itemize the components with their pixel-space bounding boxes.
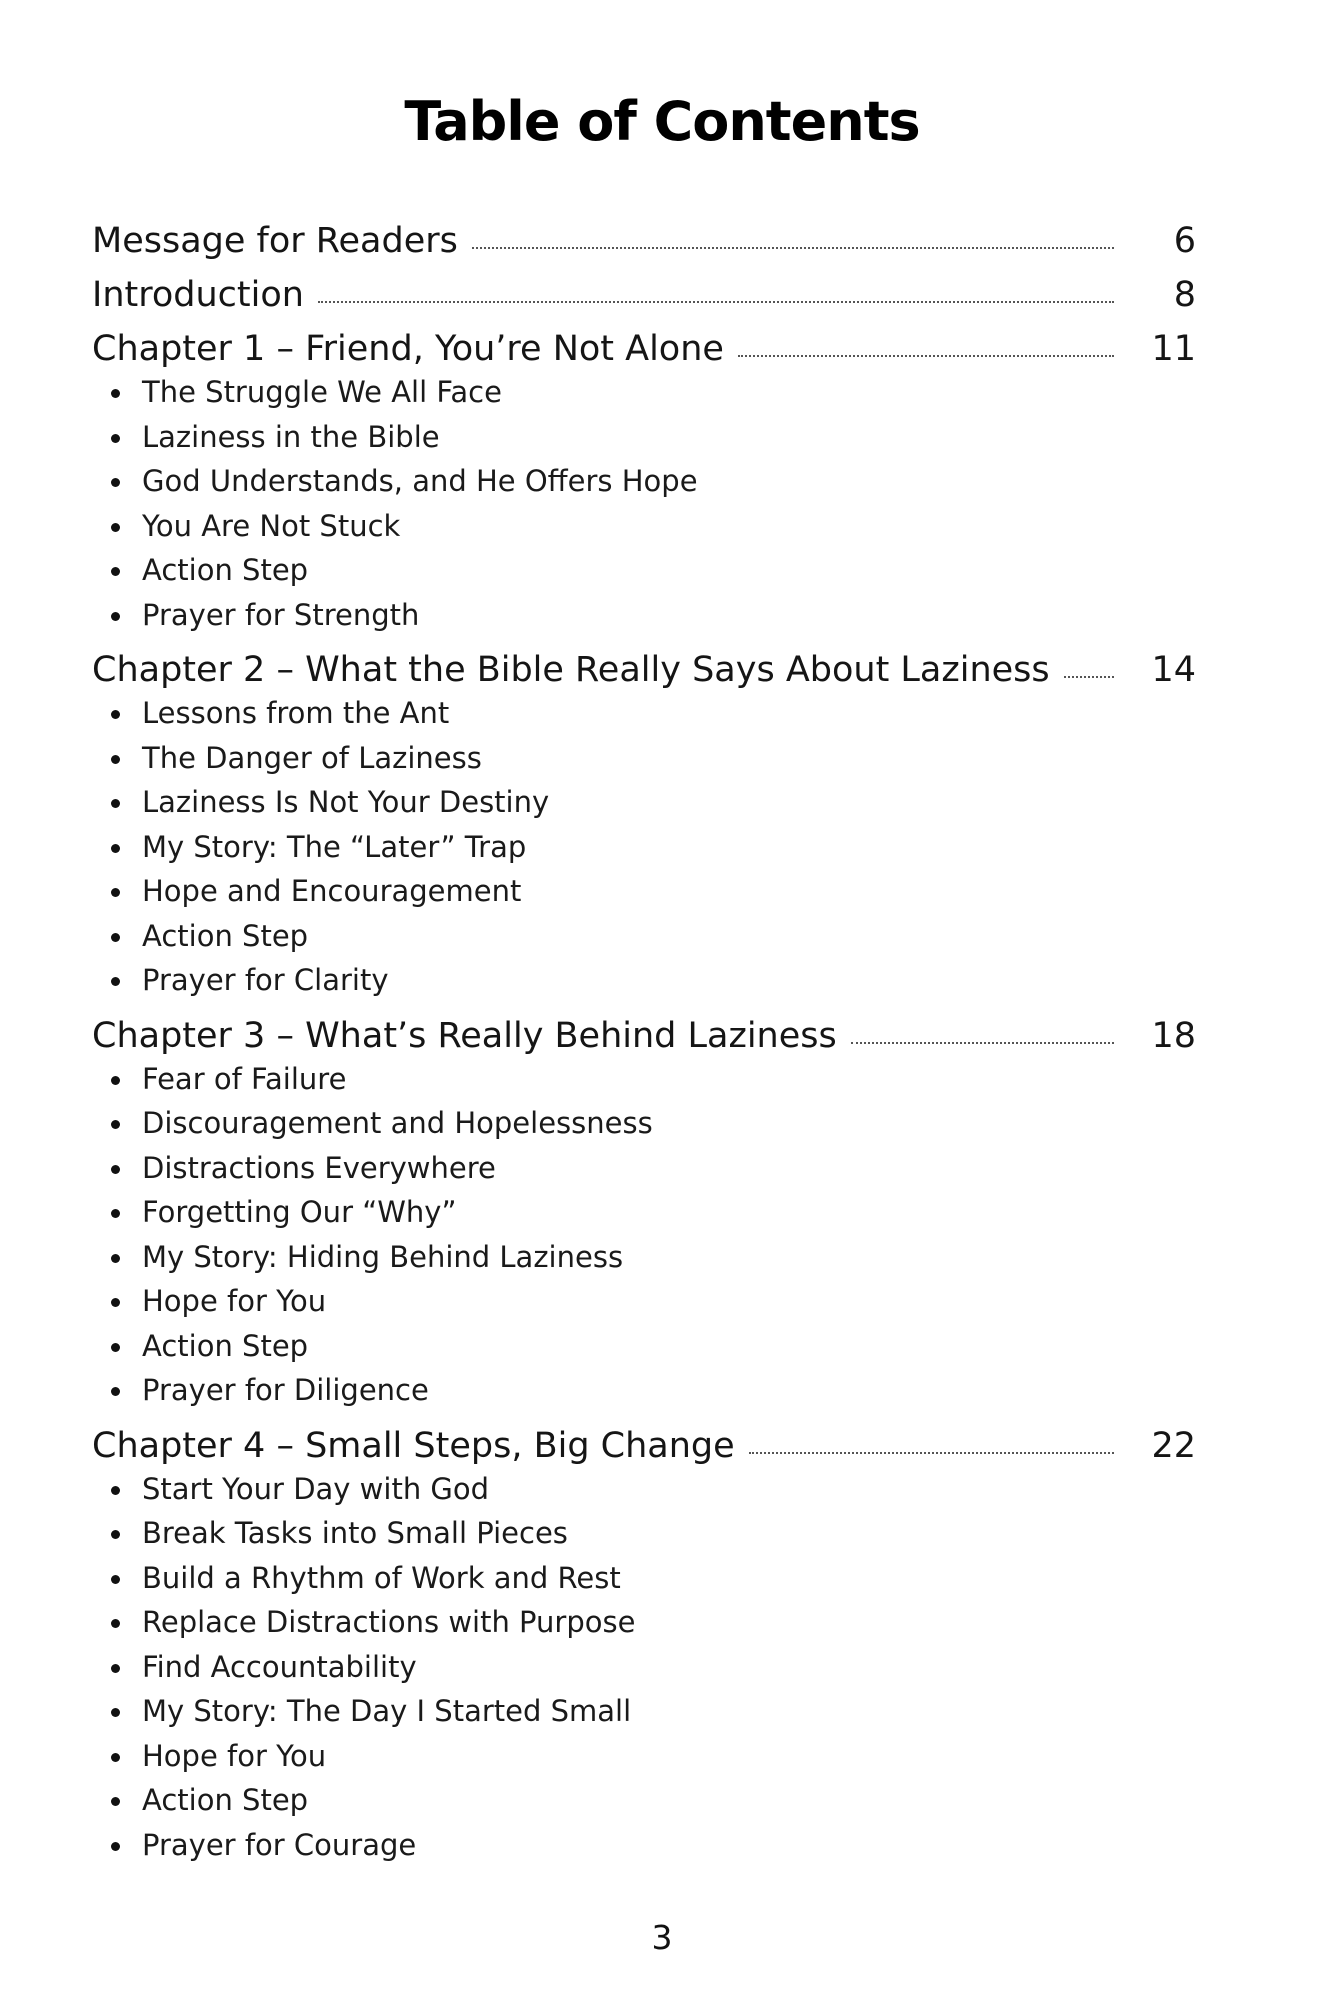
dot-leader xyxy=(749,1452,1114,1454)
toc-entry-label: Message for Readers xyxy=(92,221,458,261)
toc-entry-chapter-4[interactable] xyxy=(92,1413,1222,1467)
page-number: 3 xyxy=(651,1918,673,1957)
section-item[interactable]: Fear of Failure xyxy=(142,1057,1222,1102)
section-item[interactable]: The Danger of Laziness xyxy=(142,736,1222,781)
chapter-1-sections xyxy=(92,370,1222,637)
dot-leader xyxy=(851,1042,1114,1044)
section-item[interactable]: Laziness in the Bible xyxy=(142,415,1222,460)
section-item[interactable]: Build a Rhythm of Work and Rest xyxy=(142,1556,1222,1601)
chapter-2-sections xyxy=(92,691,1222,1003)
toc-entry-page: 18 xyxy=(1151,1015,1196,1056)
section-item[interactable]: Hope for You xyxy=(142,1279,1222,1324)
dot-leader xyxy=(472,247,1114,249)
section-item[interactable]: Replace Distractions with Purpose xyxy=(142,1600,1222,1645)
section-item[interactable]: Action Step xyxy=(142,548,1222,593)
section-item[interactable]: My Story: Hiding Behind Laziness xyxy=(142,1235,1222,1280)
table-of-contents xyxy=(92,208,1222,1867)
toc-entry-chapter-3[interactable] xyxy=(92,1003,1222,1057)
toc-entry-label: Chapter 4 – Small Steps, Big Change xyxy=(92,1425,735,1466)
section-item[interactable]: You Are Not Stuck xyxy=(142,504,1222,549)
section-item[interactable]: Action Step xyxy=(142,914,1222,959)
toc-entry-page: 11 xyxy=(1151,329,1196,369)
section-item[interactable]: Prayer for Diligence xyxy=(142,1368,1222,1413)
section-item[interactable]: Distractions Everywhere xyxy=(142,1146,1222,1191)
toc-entry-label: Introduction xyxy=(92,275,304,315)
section-item[interactable]: Action Step xyxy=(142,1778,1222,1823)
chapter-4-sections xyxy=(92,1467,1222,1868)
section-item[interactable]: God Understands, and He Offers Hope xyxy=(142,459,1222,504)
section-item[interactable]: Action Step xyxy=(142,1324,1222,1369)
section-item[interactable]: Hope and Encouragement xyxy=(142,869,1222,914)
dot-leader xyxy=(1064,676,1114,678)
toc-entry-page: 14 xyxy=(1151,650,1196,690)
toc-entry-message-for-readers[interactable] xyxy=(92,208,1222,262)
toc-entry-label: Chapter 3 – What’s Really Behind Laziness xyxy=(92,1015,837,1056)
dot-leader xyxy=(318,301,1114,303)
section-item[interactable]: Prayer for Strength xyxy=(142,593,1222,638)
section-item[interactable]: My Story: The “Later” Trap xyxy=(142,825,1222,870)
toc-entry-page: 6 xyxy=(1173,221,1196,261)
toc-entry-label: Chapter 2 – What the Bible Really Says About Laziness xyxy=(92,650,1050,690)
toc-entry-chapter-2[interactable] xyxy=(92,637,1222,691)
toc-entry-page: 8 xyxy=(1173,275,1196,315)
toc-entry-label: Chapter 1 – Friend, You’re Not Alone xyxy=(92,329,724,369)
section-item[interactable]: Find Accountability xyxy=(142,1645,1222,1690)
section-item[interactable]: Prayer for Courage xyxy=(142,1823,1222,1868)
dot-leader xyxy=(738,355,1114,357)
section-item[interactable]: Lessons from the Ant xyxy=(142,691,1222,736)
section-item[interactable]: Start Your Day with God xyxy=(142,1467,1222,1512)
section-item[interactable]: Hope for You xyxy=(142,1734,1222,1779)
chapter-3-sections xyxy=(92,1057,1222,1413)
section-item[interactable]: Break Tasks into Small Pieces xyxy=(142,1511,1222,1556)
page-title: Table of Contents xyxy=(404,90,920,153)
toc-entry-page: 22 xyxy=(1151,1425,1196,1466)
section-item[interactable]: Forgetting Our “Why” xyxy=(142,1190,1222,1235)
section-item[interactable]: Discouragement and Hopelessness xyxy=(142,1101,1222,1146)
section-item[interactable]: Laziness Is Not Your Destiny xyxy=(142,780,1222,825)
toc-entry-chapter-1[interactable] xyxy=(92,316,1222,370)
section-item[interactable]: My Story: The Day I Started Small xyxy=(142,1689,1222,1734)
toc-entry-introduction[interactable] xyxy=(92,262,1222,316)
section-item[interactable]: Prayer for Clarity xyxy=(142,958,1222,1003)
section-item[interactable]: The Struggle We All Face xyxy=(142,370,1222,415)
